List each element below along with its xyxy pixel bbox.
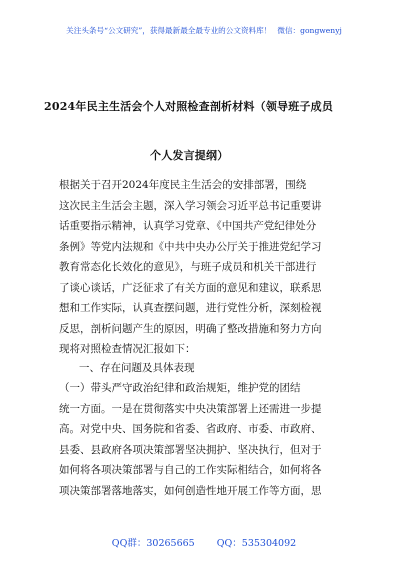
promo-text: 关注头条号“公文研究”，获得最新最全最专业的公文资料库！ (66, 26, 272, 35)
paragraph-line: 想和工作实际，认真查摆问题，进行党性分析，深刻检视 (59, 302, 322, 314)
contact-footer (0, 535, 408, 549)
paragraph-line: 根据关于召开2024年度民主生活会的安排部署，围绕 (59, 179, 307, 191)
paragraph-line: 项决策部署落地落实，如何创造性地开展工作等方面，思 (59, 484, 322, 497)
promo-banner (0, 25, 408, 36)
paragraph-line: （一）带头严守政治纪律和政治规矩，维护党的团结 (59, 382, 301, 394)
paragraph-line: 教育常态化长效化的意见》，与班子成员和机关干部进行 (59, 261, 317, 273)
paragraph-line: 条例》等党内法规和《中共中央办公厅关于推进党纪学习 (59, 240, 322, 253)
qq-group-number: QQ群：30265665 (111, 538, 195, 549)
document-title-line-2: 个人发言提纲） (150, 149, 229, 162)
paragraph-line: 统一方面。一是在贯彻落实中央决策部署上还需进一步提 (59, 402, 322, 415)
intro-paragraph (59, 175, 365, 360)
section-paragraph (59, 378, 365, 501)
paragraph-line: 了谈心谈话，广泛征求了有关方面的意见和建议，联系思 (59, 281, 322, 294)
paragraph-line: 反思，剖析问题产生的原因，明确了整改措施和努力方向 (59, 322, 322, 335)
paragraph-line: 高。对党中央、国务院和省委、省政府、市委、市政府、 (59, 423, 322, 435)
paragraph-line: 如何将各项决策部署与自己的工作实际相结合，如何将各 (59, 464, 322, 476)
paragraph-line: 这次民主生活会主题，深入学习领会习近平总书记重要讲 (59, 199, 322, 212)
paragraph-line: 现将对照检查情况汇报如下： (59, 343, 196, 355)
section-heading: 一、存在问题及具体表现 (79, 362, 195, 374)
qq-number: QQ：535304092 (216, 538, 297, 549)
wechat-id: 微信：gongwenyj (277, 26, 342, 35)
paragraph-line: 县委、县政府各项决策部署坚决拥护、坚决执行，但对于 (59, 443, 322, 456)
document-title-line-1: 2024年民主生活会个人对照检查剖析材料（领导班子成员 (44, 100, 334, 113)
paragraph-line: 话重要指示精神，认真学习党章、《中国共产党纪律处分 (59, 220, 317, 232)
